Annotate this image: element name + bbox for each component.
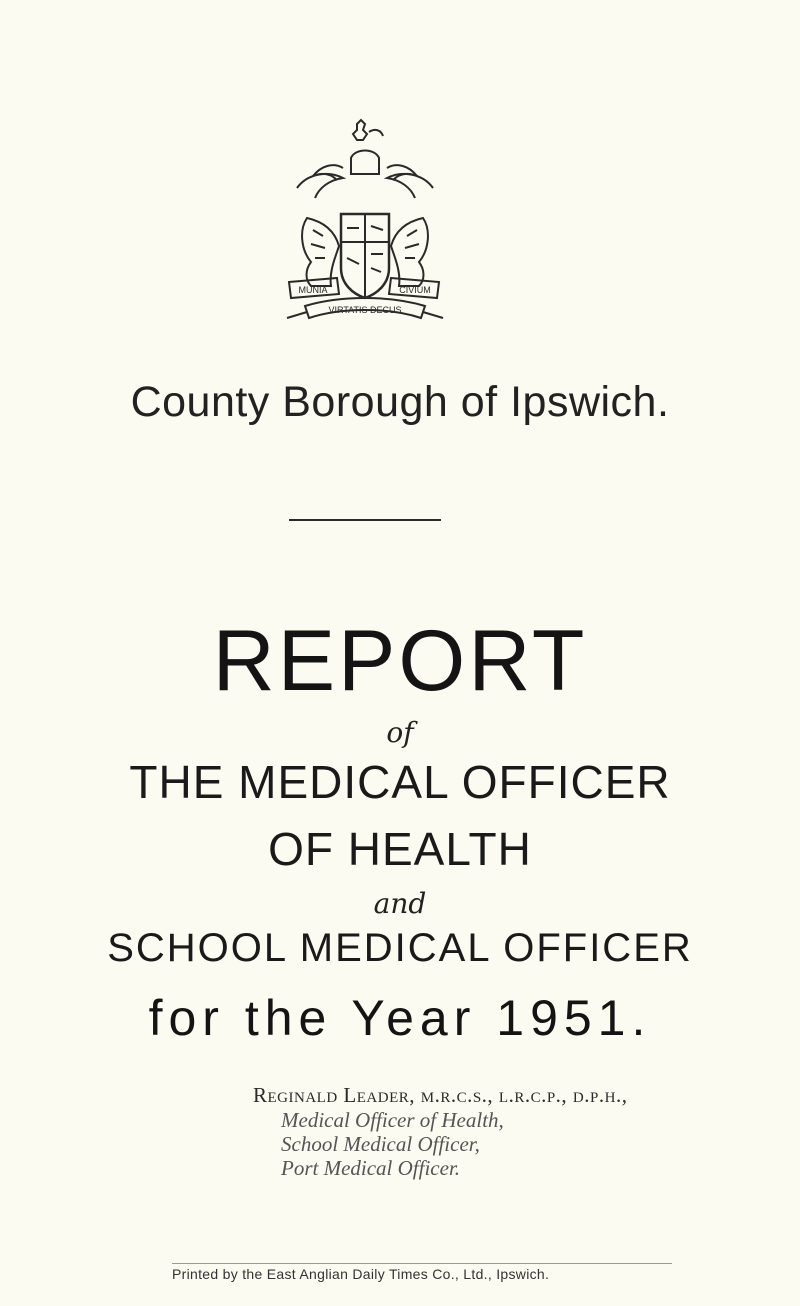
divider-rule <box>289 519 441 521</box>
title-of-connector: of <box>386 716 414 749</box>
motto-right-text: CIVIUM <box>399 285 431 295</box>
imprint-rule <box>172 1263 672 1264</box>
report-title: REPORT <box>212 613 588 709</box>
motto-bottom-text: VIRTATIS DECUS <box>328 305 402 315</box>
title-line-school-medical-officer: SCHOOL MEDICAL OFFICER <box>107 926 693 970</box>
borough-heading: County Borough of Ipswich. <box>130 378 670 426</box>
borough-coat-of-arms <box>285 118 445 322</box>
author-role-pmo: Port Medical Officer. <box>281 1156 461 1180</box>
title-line-medical-officer: THE MEDICAL OFFICER <box>129 756 671 808</box>
motto-left-text: MUNIA <box>298 285 328 295</box>
author-block <box>253 1083 798 1180</box>
title-line-of-health: OF HEALTH <box>268 823 532 875</box>
printer-imprint: Printed by the East Anglian Daily Times Co., Ltd., Ipswich. <box>172 1266 550 1282</box>
title-and-connector: and <box>373 887 427 920</box>
author-role-moh: Medical Officer of Health, <box>281 1108 504 1132</box>
report-year-line: for the Year 1951. <box>148 990 652 1046</box>
author-name <box>253 1083 798 1108</box>
author-name-text: Reginald Leader, m.r.c.s., l.r.c.p., d.p.h., <box>253 1083 628 1107</box>
author-role-smo: School Medical Officer, <box>281 1132 480 1156</box>
